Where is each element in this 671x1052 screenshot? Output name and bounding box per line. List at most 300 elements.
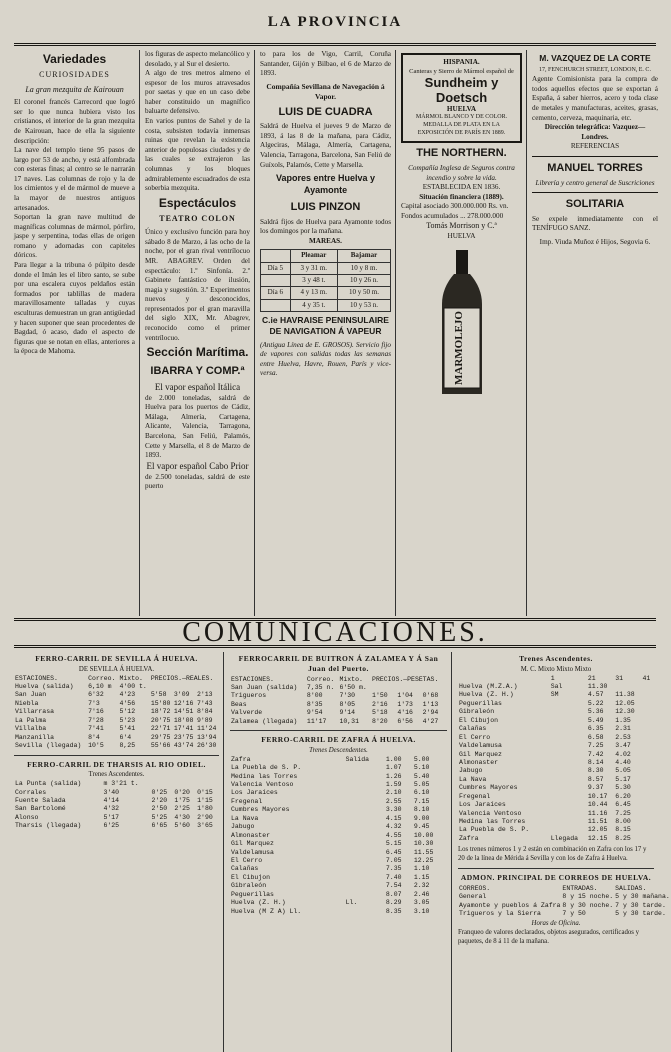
table-cell: 4.40 <box>615 758 631 766</box>
table-cell: 12.30 <box>615 708 635 716</box>
table-cell: Llegada <box>550 834 578 842</box>
table-header: Mixto. <box>119 674 143 682</box>
table-row <box>458 700 654 708</box>
table-cell: 7.15 <box>413 797 430 805</box>
table-cell <box>345 832 385 840</box>
table-cell: 2.53 <box>615 733 631 741</box>
table-header: CORREOS. <box>459 884 491 892</box>
agent-name: Tomás Morrison y C.ª <box>426 221 497 231</box>
table-header: SALIDAS. <box>615 884 647 892</box>
table-row: Valverde 9'54 9'14 5'18 4'16 2'94 <box>231 709 439 717</box>
table-cell: 11.51 <box>587 818 608 826</box>
table-cell: 5.00 <box>413 755 430 763</box>
timetable-sub: Trenes Descendentes. <box>309 746 368 754</box>
table-row <box>458 826 654 834</box>
timetables <box>14 652 670 1052</box>
table-cell: 2.32 <box>413 882 430 890</box>
table-row <box>458 784 654 792</box>
table-row <box>458 691 654 699</box>
table-cell: El Cibujon <box>231 873 271 881</box>
table-cell: El Cerro <box>231 856 263 864</box>
table-cell <box>345 806 385 814</box>
table-cell: Valdelamusa <box>231 848 274 856</box>
table-cell: Gibraleón <box>231 882 267 890</box>
table-header: 31 <box>615 674 624 682</box>
table-cell: 3.47 <box>615 742 631 750</box>
bottle-label: MARMOLEJO <box>452 310 465 385</box>
timetable-title: FERRO-CARRIL DE SEVILLA Á HUELVA. <box>35 654 198 663</box>
agent-city: HUELVA <box>447 232 476 241</box>
sundheim-name: Sundheim y Doetsch <box>424 75 499 105</box>
table-cell <box>345 849 385 857</box>
table-cell: SM <box>550 691 559 699</box>
table-header: ENTRADAS. <box>562 884 598 892</box>
table-cell: 8.10 <box>413 806 430 814</box>
table-header: Bajamar <box>337 250 390 262</box>
table-row <box>230 756 447 764</box>
table-row <box>458 751 654 759</box>
section-title: Variedades <box>42 52 107 66</box>
combination-note: Los trenes números 1 y 2 están en combinación en Zafra con los 17 y 20 de la línea de Mérida á Sevilla y con los de Zafra á Huelva. <box>458 846 647 863</box>
table-cell: 6.35 <box>587 725 604 733</box>
havraise-title: C.ie HAVRAISE PENINSULAIRE DE NAVIGATION Á VAPEUR <box>262 314 389 337</box>
table-row: San Juan (salida) 7,35 n. 6'50 m. <box>231 683 367 691</box>
direction: Dirección telegráfica: Vazquez—Londres. <box>544 123 646 141</box>
table-row <box>458 818 654 826</box>
table-cell: Almonaster <box>231 831 271 839</box>
correos-table <box>458 885 671 919</box>
cell: 10 y 8 m. <box>337 262 390 274</box>
section-title: Espectáculos <box>158 195 237 210</box>
table-cell: Fregenal <box>459 792 491 800</box>
table-cell: 11.30 <box>587 683 608 691</box>
paragraph: La nave del templo tiene 95 pasos de largo por 53 de ancho, y está alfombrada con esteras finas; al centro se le narrarán 17 naves. Las columnas de rojo y la de los cimientos y el de mármol de mueve a la mayor de nuestros antiguos artesanados. <box>14 146 135 212</box>
marble-text: MÁRMOL BLANCO Y DE COLOR. MEDALLA DE PLATA EN LA EXPOSICIÓN DE PARÍS EN 1889. <box>415 114 508 137</box>
table-header <box>261 250 291 262</box>
paragraph: to para los de Vigo, Carril, Coruña Santander, Gijón y Bilbao, el 6 de Marzo de 1893. <box>260 50 391 78</box>
cell: 3 y 48 t. <box>290 275 337 287</box>
table-cell: 8.00 <box>615 818 631 826</box>
table-cell: 11.38 <box>615 691 635 699</box>
table-row <box>230 857 447 865</box>
table-row: Niebla 7'3 4'56 15'80 12'16 7'43 <box>15 699 213 707</box>
table-cell <box>345 789 385 797</box>
table-cell: 7.42 <box>587 750 604 758</box>
torres-title: MANUEL TORRES <box>547 161 643 174</box>
communications-banner <box>14 618 656 648</box>
table-cell: 10.00 <box>413 831 434 839</box>
northern-situation: Situación financiera (1889). <box>419 192 504 201</box>
table-cell: 4.57 <box>587 691 604 699</box>
table-row: Alonso 5'17 5'25 4'30 2'90 <box>15 813 213 821</box>
table-cell: 6.58 <box>587 733 604 741</box>
table-row: Trigueros 8'00 7'30 1'50 1'04 0'68 <box>231 692 439 700</box>
table-row <box>230 849 447 857</box>
table-cell <box>345 764 385 772</box>
table-row <box>458 734 654 742</box>
table-row <box>458 801 654 809</box>
table-cell: 11.55 <box>413 848 434 856</box>
table-cell: Peguerillas <box>459 699 502 707</box>
ship-text: de 2.000 toneladas, saldrá de Huelva para los puertos de Cádiz, Málaga, Almería, Cartagena, Alicante, Valencia, Tarragona, Barcelona, San Feliú, Palamós, Cette y Marsella, el 8 de Marzo de 1893. <box>145 393 250 460</box>
hispania-title: HISPANIA. <box>443 58 480 66</box>
table-cell <box>550 776 587 784</box>
table-row <box>458 683 654 691</box>
capital-line: Capital asociado 300.000.000 Rs. vn. <box>401 202 509 211</box>
timetable-title: FERROCARRIL DE BUITRON Á ZALAMEA Y Á San Juan del Puerto. <box>238 654 439 673</box>
table-cell <box>345 882 385 890</box>
table-cell <box>550 734 587 742</box>
table-cell: Salida <box>345 755 369 763</box>
table-cell: 12.15 <box>587 834 608 842</box>
table-row <box>230 832 447 840</box>
bottle-illustration <box>401 246 522 396</box>
cell: 4 y 13 m. <box>290 287 337 299</box>
table-header: Pleamar <box>290 250 337 262</box>
table-cell: 2.46 <box>413 890 430 898</box>
table-header: ESTACIONES. <box>15 674 58 682</box>
company-line: Compañía Sevillana de Navegación á Vapor. <box>266 81 385 101</box>
table-cell: 4.32 <box>385 823 402 831</box>
table-header: ESTACIONES. <box>231 675 274 683</box>
table-cell: 7.25 <box>587 742 604 750</box>
table-cell <box>345 891 385 899</box>
table-cell <box>550 793 587 801</box>
cell: Día 6 <box>261 287 291 299</box>
table-cell: Ll. <box>345 899 358 907</box>
table-cell: 8.57 <box>587 775 604 783</box>
timetable-sevilla <box>14 652 224 1052</box>
table-cell: Huelva (M Z A) Ll. <box>231 907 302 915</box>
table-row <box>458 810 654 818</box>
table-cell: El Cibujon <box>459 716 499 724</box>
table-cell <box>550 767 587 775</box>
table-cell <box>550 742 587 750</box>
vazquez-addr: 17, FENCHURCH STREET, LONDON, E. C. <box>539 67 651 74</box>
table-cell: 5.40 <box>413 772 430 780</box>
cell: 10 y 26 n. <box>337 275 390 287</box>
table-row: Huelva (salida) 6,10 m 4'00 t. <box>15 683 147 691</box>
table-cell <box>550 784 587 792</box>
table-cell: Cumbres Mayores <box>459 784 518 792</box>
table-cell: Jabugo <box>459 767 483 775</box>
table-row <box>230 908 447 916</box>
table-row: Zalamea (llegada) 11'17 10,31 8'20 6'56 4'27 <box>231 717 439 725</box>
solitaria-text: Se expele inmediatamente con el TENÍFUGO SANZ. <box>532 214 658 233</box>
table-cell: 2.55 <box>385 797 402 805</box>
table-header: Correo. <box>88 674 116 682</box>
table-cell <box>345 815 385 823</box>
table-cell: Almonaster <box>459 758 499 766</box>
ship-text: de 2.500 toneladas, saldrá de este puerto <box>145 472 250 491</box>
timetable-title: FERRO-CARRIL DE ZAFRA Á HUELVA. <box>261 735 416 745</box>
table-row <box>458 742 654 750</box>
table-row <box>230 789 447 797</box>
table-row <box>458 708 654 716</box>
table-cell <box>550 717 587 725</box>
table-cell: 5.15 <box>385 840 402 848</box>
vazquez-title: M. VAZQUEZ DE LA CORTE <box>539 53 651 63</box>
timetable-sub: M. C. Mixto Mixto Mixto <box>520 665 592 673</box>
table-cell <box>550 725 587 733</box>
table-cell: 1.00 <box>385 755 402 763</box>
table-cell <box>345 874 385 882</box>
table-cell <box>550 700 587 708</box>
table-cell: Fregenal <box>231 797 263 805</box>
correos-title: ADMON. PRINCIPAL DE CORREOS DE HUELVA. <box>460 872 652 882</box>
table-cell <box>550 801 587 809</box>
table-row: Villalba 7'41 5'41 22'71 17'41 11'24 <box>15 725 217 733</box>
table-row <box>230 773 447 781</box>
table-cell: 3.10 <box>413 907 430 915</box>
table-cell: Valencia Ventoso <box>459 809 522 817</box>
table-header <box>458 675 550 683</box>
table-header: PRECIOS.—PESETAS. <box>372 675 439 683</box>
table-row <box>458 759 654 767</box>
table-cell <box>345 798 385 806</box>
table-cell: 1.35 <box>615 716 631 724</box>
shipping-company: IBARRA Y COMP.ª <box>150 365 245 378</box>
table-row <box>458 767 654 775</box>
table-row <box>230 806 447 814</box>
bottle-icon <box>432 248 492 396</box>
table-cell <box>345 781 385 789</box>
table-cell: 5.05 <box>615 767 631 775</box>
mareas-table <box>260 249 391 311</box>
table-cell: 4.55 <box>385 831 402 839</box>
table-cell: 11.16 <box>587 809 608 817</box>
table-cell: Medina las Torres <box>231 772 298 780</box>
timetable-ascendentes <box>458 652 670 1052</box>
theatre-text: Único y exclusivo función para hoy sábado 8 de Marzo, á las ocho de la noche, por el gran rival ventrílocuo MR. ABAGREV. Orden del espectáculo: 1.º Sinfonía. 2.º Gabinete fantástico de ilusión, magia y sugestión. 3.º Experimentos nuevos y desconocidos, representados por el gran maravilla del siglo XIX, Mr. Abagrev, reconocido como el primer ventrílocuo. <box>145 228 250 342</box>
table-cell: 12.25 <box>413 856 434 864</box>
table-row <box>458 725 654 733</box>
cell: 10 y 53 n. <box>337 299 390 311</box>
northern-founded: ESTABLECIDA EN 1836. <box>422 183 501 192</box>
table-cell: 8.07 <box>385 890 402 898</box>
table-cell <box>345 823 385 831</box>
hours-text: Franqueo de valores declarados, objetos asegurados, certificados y paquetes, de 8 á 11 de la mañana. <box>458 929 639 946</box>
table-row: San Bartolomé 4'32 2'50 2'25 1'80 <box>15 805 213 813</box>
table-row <box>458 776 654 784</box>
table-cell: 10.30 <box>413 840 434 848</box>
table-cell: 8.15 <box>615 826 631 834</box>
table-cell: Gil Marquez <box>459 750 502 758</box>
table-cell: 8.29 <box>385 899 402 907</box>
timetable-table <box>458 675 654 844</box>
table-header: PRECIOS.—REALES. <box>150 674 214 682</box>
column-espectaculos <box>145 50 255 616</box>
table-header: 21 <box>587 674 596 682</box>
table-cell: 7.54 <box>385 882 402 890</box>
article-title: La gran mezquita de Kairouan <box>25 84 124 94</box>
hours-title: Horas de Oficina. <box>531 920 581 928</box>
timetable-title: FERRO-CARRIL DE THARSIS AL RIO ODIEL. <box>27 759 206 769</box>
references: REFERENCIAS <box>570 142 620 151</box>
table-cell: Huelva (Z. H.) <box>459 691 514 699</box>
table-cell: 1.59 <box>385 781 402 789</box>
cell: 4 y 35 t. <box>290 299 337 311</box>
table-cell <box>550 826 587 834</box>
table-cell: 1.10 <box>413 865 430 873</box>
table-row: Beas 8'35 8'05 2'16 1'73 1'13 <box>231 700 439 708</box>
table-cell <box>345 857 385 865</box>
table-cell: 7.35 <box>385 865 402 873</box>
table-row <box>458 717 654 725</box>
table-header: Correo. <box>306 675 335 683</box>
paragraph: El coronel francés Carrecord que logró ser lo que nunca hubiera visto los cristianos, el interior de la gran mezquita de Kairouan, hace de ella la siguiente descripción: <box>14 98 135 145</box>
imprint: Imp. Viuda Muñoz é Hijos, Segovia 6. <box>539 237 651 246</box>
timetable-zalamea <box>230 652 452 1052</box>
table-row: General 8 y 15 noche. 5 y 30 mañana. <box>459 893 670 901</box>
paragraph: En varios puntos de Sahel y de la costa, subsisten todavía inmensas ruinas que revelan la existencia anterior de populosas ciudades y de las cuales se extrajeron las columnas y los bloques admirablemente escuadrados de esta soberbia mezquita. <box>145 117 250 193</box>
steamer-text: Saldrá fijos de Huelva para Ayamonte todos los domingos por la mañana. <box>260 217 391 236</box>
section-title: Sección Marítima. <box>146 345 249 360</box>
table-cell: Zafra <box>459 834 479 842</box>
cell: Día 5 <box>261 262 291 274</box>
table-row <box>230 899 447 907</box>
table-row: Tharsis (llegada) 6'25 6'65 5'60 3'65 <box>15 822 213 830</box>
vapores-title: Vapores entre Huelva y Ayamonte <box>275 173 376 196</box>
vazquez-text: Agente Comisionista para la compra de todos aquellos efectos que se exportan á España, á saber hierros, acero y toda clase de metales y manufacturas, aceites, grasas, cemento, cerveza, maquinaria, etc. <box>532 75 658 122</box>
cell <box>261 275 291 287</box>
table-cell: 7.25 <box>615 809 631 817</box>
sundheim-city: HUELVA <box>446 104 477 113</box>
table-cell: Huelva (Z. H.) <box>231 899 286 907</box>
table-cell: 6.20 <box>615 792 631 800</box>
table-cell: Cumbres Mayores <box>231 806 290 814</box>
table-row <box>230 882 447 890</box>
table-cell: 8.14 <box>587 758 604 766</box>
table-cell: 5.22 <box>587 699 604 707</box>
table-row: Ayamonte y pueblos á Zafra 8 y 30 noche. 7 y 30 tarde. <box>459 901 666 909</box>
table-cell: Medina las Torres <box>459 818 526 826</box>
subsection-title: CURIOSIDADES <box>39 69 110 79</box>
table-row: Sevilla (llegada) 10'5 8,25 55'66 43'74 26'30 <box>15 742 217 750</box>
table-row <box>230 798 447 806</box>
table-cell <box>345 908 385 916</box>
table-cell: Gibraleón <box>459 708 495 716</box>
table-row <box>458 835 654 843</box>
column-vazquez <box>532 50 662 616</box>
column-maritima <box>260 50 396 616</box>
table-row <box>230 764 447 772</box>
table-cell: 6.45 <box>385 848 402 856</box>
table-row: La Punta (salida) m 3'21 t. <box>15 780 139 788</box>
paragraph: A algo de tres metros almeno el espesor de los muros atravesados por saetas y que en un caso debe haber constituido un magnífico baluarte defensivo. <box>145 69 250 116</box>
table-cell <box>345 865 385 873</box>
timetable-table <box>230 756 447 916</box>
timetable-sub: Trenes Ascendentes. <box>88 771 145 779</box>
table-row: Villarrasa 7'16 5'12 18'72 14'51 8'84 <box>15 708 213 716</box>
table-row <box>458 793 654 801</box>
table-cell: 6.45 <box>615 801 631 809</box>
column-ads <box>401 50 527 616</box>
table-row: La Palma 7'28 5'23 20'75 18'08 9'89 <box>15 716 213 724</box>
table-cell: 5.30 <box>615 784 631 792</box>
theatre-title: TEATRO COLON <box>159 213 236 223</box>
timetable-table <box>14 675 219 751</box>
table-cell: 10.44 <box>587 801 608 809</box>
table-cell: Huelva (M.Z.A.) <box>459 683 518 691</box>
table-cell: Calañas <box>459 725 487 733</box>
timetable-table <box>230 676 447 727</box>
table-cell: 7.05 <box>385 856 402 864</box>
fondos-line: Fondos acumulados ... 278.000.000 <box>401 211 504 220</box>
table-row <box>230 840 447 848</box>
solitaria-title: SOLITARIA <box>565 198 625 211</box>
table-row <box>230 781 447 789</box>
sundheim-top: Canteras y Sierro de Mármol español de <box>409 67 514 75</box>
table-cell: 5.49 <box>587 716 604 724</box>
table-cell: 9.00 <box>413 814 430 822</box>
ship-name: El vapor español Cabo Prior <box>146 460 249 471</box>
steamer-text: Saldrá de Huelva el jueves 9 de Marzo de 1893, á las 8 de la mañana, para Cádiz, Algeciras, Málaga, Almería, Cartagena, Valencia, Tarragona, Barcelona, San Feliú de Guíxols, Palamós, Cette y Marsella. <box>260 122 391 169</box>
table-cell <box>550 751 587 759</box>
timetable-title: Trenes Ascendentes. <box>519 654 593 663</box>
column-variedades <box>14 50 140 616</box>
table-cell <box>345 773 385 781</box>
table-cell <box>550 810 587 818</box>
communications-title: COMUNICACIONES. <box>182 617 488 648</box>
northern-title: THE NORTHERN. <box>416 147 507 160</box>
table-row <box>230 815 447 823</box>
table-cell: 7.40 <box>385 873 402 881</box>
table-cell: Valencia Ventoso <box>231 781 294 789</box>
table-cell: 1.15 <box>413 873 430 881</box>
table-cell: 8.30 <box>587 767 604 775</box>
table-row: Manzanilla 8'4 6'4 29'75 23'75 13'94 <box>15 733 217 741</box>
table-cell: La Nava <box>231 814 259 822</box>
table-cell: Jabugo <box>231 823 255 831</box>
timetable-table <box>14 780 219 831</box>
table-cell: 3.05 <box>413 899 430 907</box>
table-cell: 1.07 <box>385 764 402 772</box>
table-cell <box>550 818 587 826</box>
table-header: 41 <box>642 674 651 682</box>
table-cell: 10.17 <box>587 792 608 800</box>
top-section <box>14 50 656 616</box>
havraise-text: (Antigua Línea de E. GROSOS). Servicio fijo de vapores con salidas todas las semanas entre Huelva, Havre, Rouen, París y vice-versa. <box>260 340 391 378</box>
table-header: Mixto. <box>339 675 363 683</box>
table-cell: 9.37 <box>587 784 604 792</box>
table-cell: 8.35 <box>385 907 402 915</box>
cell: 3 y 31 m. <box>290 262 337 274</box>
sundheim-ad <box>401 53 522 143</box>
table-row <box>230 874 447 882</box>
table-cell: 12.05 <box>615 699 635 707</box>
table-cell: Los Jaraíces <box>459 801 506 809</box>
table-header: 1 <box>550 674 555 682</box>
table-row <box>230 865 447 873</box>
table-cell: El Cerro <box>459 733 491 741</box>
table-cell: 2.31 <box>615 725 631 733</box>
table-cell: 5.17 <box>615 775 631 783</box>
table-cell <box>550 708 587 716</box>
steamer-name: LUIS PINZON <box>290 201 361 214</box>
table-cell: 5.36 <box>587 708 604 716</box>
paragraph: los figuras de aspecto melancólico y desolado, y al Sur el desierto. <box>145 50 250 68</box>
torres-sub: Librería y centro general de Suscriciones <box>535 178 655 187</box>
table-cell: 5.05 <box>413 781 430 789</box>
table-cell: Valdelamusa <box>459 742 502 750</box>
cell: 10 y 50 m. <box>337 287 390 299</box>
table-cell: La Puebla de S. P. <box>459 826 530 834</box>
masthead <box>14 4 656 46</box>
table-cell <box>345 840 385 848</box>
table-row <box>230 891 447 899</box>
table-cell: La Puebla de S. P. <box>231 764 302 772</box>
